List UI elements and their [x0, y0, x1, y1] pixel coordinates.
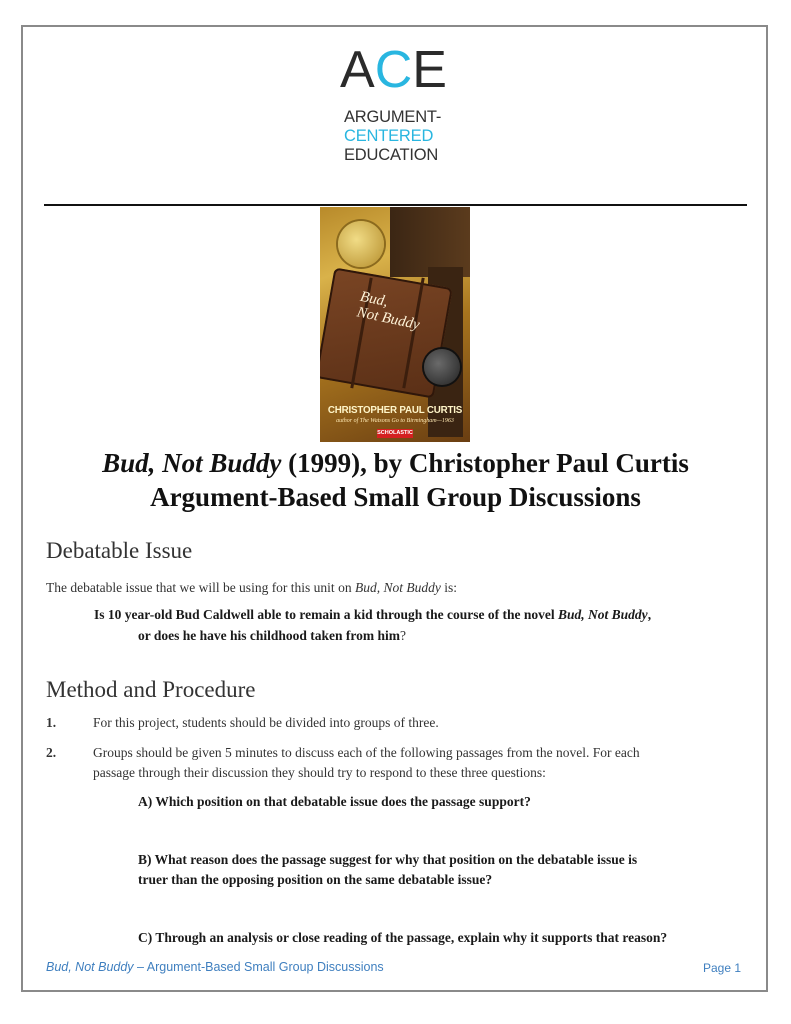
cover-title: Bud, Not Buddy — [355, 288, 422, 334]
award-medal-icon — [424, 349, 460, 385]
publisher-badge: SCHOLASTIC — [377, 430, 413, 436]
debatable-issue-intro: The debatable issue that we will be using for this unit on Bud, Not Buddy is: — [46, 580, 457, 595]
question-b-line2: truer than the opposing position on the same debatable issue? — [138, 872, 493, 887]
header-divider — [44, 204, 747, 206]
page-title: Bud, Not Buddy (1999), by Christopher Paul Curtis — [102, 448, 689, 478]
logo-line-1: ARGUMENT- — [344, 108, 442, 126]
logo-line-3: EDUCATION — [344, 146, 439, 164]
question-c: C) Through an analysis or close reading of the passage, explain why it supports that reason? — [138, 930, 668, 945]
debatable-issue-statement-line2: or does he have his childhood taken from him? — [138, 628, 407, 643]
list-item-number: 1. — [46, 715, 57, 730]
cover-subtitle: author of The Watsons Go to Birmingham—1963 — [336, 418, 454, 424]
list-item-text-cont: passage through their discussion they should try to respond to these three questions: — [93, 765, 546, 780]
footer-page-number: Page 1 — [703, 961, 742, 975]
method-procedure-heading: Method and Procedure — [46, 677, 256, 702]
logo-line-2: CENTERED — [344, 127, 434, 145]
logo-wordmark: ACE — [340, 41, 447, 99]
ace-logo — [340, 42, 460, 172]
list-item-text: Groups should be given 5 minutes to discuss each of the following passages from the novel. For each — [93, 745, 640, 760]
book-cover-image — [320, 207, 470, 442]
newbery-medal-icon — [338, 221, 384, 267]
debatable-issue-heading: Debatable Issue — [46, 538, 193, 563]
page-subtitle: Argument-Based Small Group Discussions — [150, 482, 641, 512]
debatable-issue-statement-line1: Is 10 year-old Bud Caldwell able to remain a kid through the course of the novel Bud, Not Buddy, — [94, 607, 652, 622]
question-a: A) Which position on that debatable issue does the passage support? — [138, 794, 531, 809]
question-b-line1: B) What reason does the passage suggest for why that position on the debatable issue is — [138, 852, 638, 867]
footer-document-title: Bud, Not Buddy – Argument-Based Small Group Discussions — [46, 960, 384, 974]
list-item-number: 2. — [46, 745, 57, 760]
cover-author: CHRISTOPHER PAUL CURTIS — [327, 405, 463, 416]
list-item-text: For this project, students should be divided into groups of three. — [93, 715, 439, 730]
